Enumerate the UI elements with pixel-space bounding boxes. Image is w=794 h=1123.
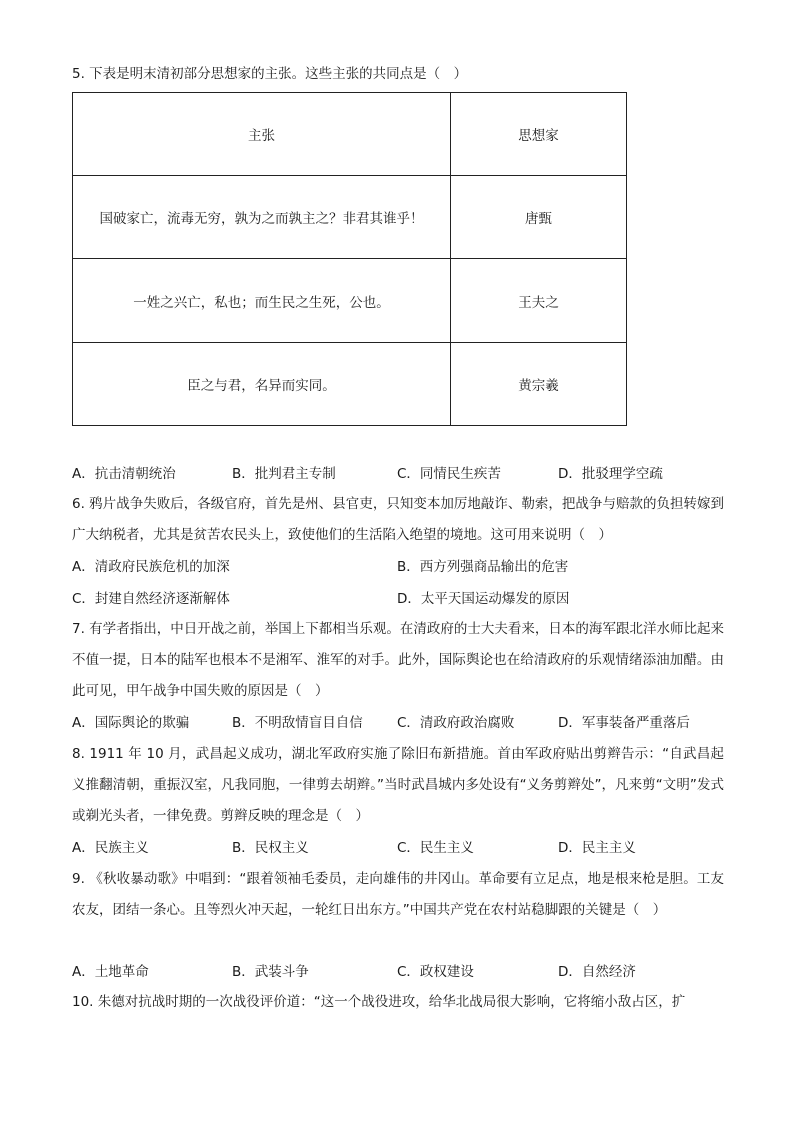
option-d[interactable]: D．太平天国运动爆发的原因 xyxy=(397,591,570,607)
table-row xyxy=(73,343,627,426)
option-b[interactable]: B．西方列强商品输出的危害 xyxy=(397,559,569,575)
q7-options xyxy=(72,711,732,735)
table-cell: 黄宗羲 xyxy=(451,343,627,426)
table-row xyxy=(73,259,627,343)
table-row xyxy=(73,176,627,259)
option-c[interactable]: C．政权建设 xyxy=(397,964,474,980)
option-a[interactable]: A．土地革命 xyxy=(72,964,149,980)
table-cell: 王夫之 xyxy=(451,259,627,343)
option-c[interactable]: C．民生主义 xyxy=(397,840,474,856)
q8-stem: 8. 1911 年 10 月，武昌起义成功，湖北军政府实施了除旧布新措施。首由军政府贴出剪辫告示：“自武昌起义推翻清朝，重振汉室，凡我同胞，一律剪去胡辫。”当时武昌城内多处设有“义务剪辫处”，凡来剪“文明”发式或剃光头者，一律免费。剪辫反映的理念是（ ） xyxy=(72,746,724,824)
option-b[interactable]: B．武装斗争 xyxy=(232,964,309,980)
q9-stem: 9. 《秋收暴动歌》中唱到：“跟着领袖毛委员，走向雄伟的井冈山。革命要有立足点，地是根来枪是胆。工友农友，团结一条心。且等烈火冲天起，一轮红日出东方。”中国共产党在农村站稳脚跟的关键是（ ） xyxy=(72,871,724,918)
q5-stem: 5. 下表是明末清初部分思想家的主张。这些主张的共同点是（ ） xyxy=(72,66,468,82)
q5-options xyxy=(72,462,732,486)
option-a[interactable]: A．抗击清朝统治 xyxy=(72,466,176,482)
table-cell: 唐甄 xyxy=(451,176,627,259)
table-cell: 国破家亡，流毒无穷，孰为之而孰主之？非君其谁乎！ xyxy=(73,176,451,259)
option-c[interactable]: C．清政府政治腐败 xyxy=(397,715,515,731)
option-c[interactable]: C．同情民生疾苦 xyxy=(397,466,501,482)
table-header-row xyxy=(73,93,627,176)
option-a[interactable]: A．国际舆论的欺骗 xyxy=(72,715,190,731)
option-d[interactable]: D．民主主义 xyxy=(558,840,636,856)
option-a[interactable]: A．清政府民族危机的加深 xyxy=(72,559,230,575)
q9-options xyxy=(72,960,732,984)
table-cell: 臣之与君，名异而实同。 xyxy=(73,343,451,426)
option-c[interactable]: C．封建自然经济逐渐解体 xyxy=(72,591,230,607)
q8-options xyxy=(72,836,732,860)
q6-options-row2 xyxy=(72,587,732,611)
q6-stem: 6. 鸦片战争失败后，各级官府，首先是州、县官吏，只知变本加厉地敲诈、勒索，把战争与赔款的负担转嫁到广大纳税者，尤其是贫苦农民头上，致使他们的生活陷入绝望的境地。这可用来说明（ ） xyxy=(72,496,724,543)
table-header-cell: 思想家 xyxy=(451,93,627,176)
option-d[interactable]: D．自然经济 xyxy=(558,964,636,980)
table-cell: 一姓之兴亡，私也；而生民之生死，公也。 xyxy=(73,259,451,343)
option-d[interactable]: D．批驳理学空疏 xyxy=(558,466,663,482)
q7-stem: 7. 有学者指出，中日开战之前，举国上下都相当乐观。在清政府的士大夫看来，日本的海军跟北洋水师比起来不值一提，日本的陆军也根本不是湘军、淮军的对手。此外，国际舆论也在给清政府的乐观情绪添油加醋。由此可见，甲午战争中国失败的原因是（ ） xyxy=(72,621,724,699)
option-b[interactable]: B．批判君主专制 xyxy=(232,466,336,482)
q10-stem: 10. 朱德对抗战时期的一次战役评价道：“这一个战役进攻，给华北战局很大影响，它将缩小敌占区，扩 xyxy=(72,994,686,1010)
option-a[interactable]: A．民族主义 xyxy=(72,840,149,856)
q5-table xyxy=(72,92,627,426)
option-b[interactable]: B．不明敌情盲目自信 xyxy=(232,715,363,731)
q6-options-row1 xyxy=(72,555,732,579)
option-b[interactable]: B．民权主义 xyxy=(232,840,309,856)
option-d[interactable]: D．军事装备严重落后 xyxy=(558,715,690,731)
table-header-cell: 主张 xyxy=(73,93,451,176)
